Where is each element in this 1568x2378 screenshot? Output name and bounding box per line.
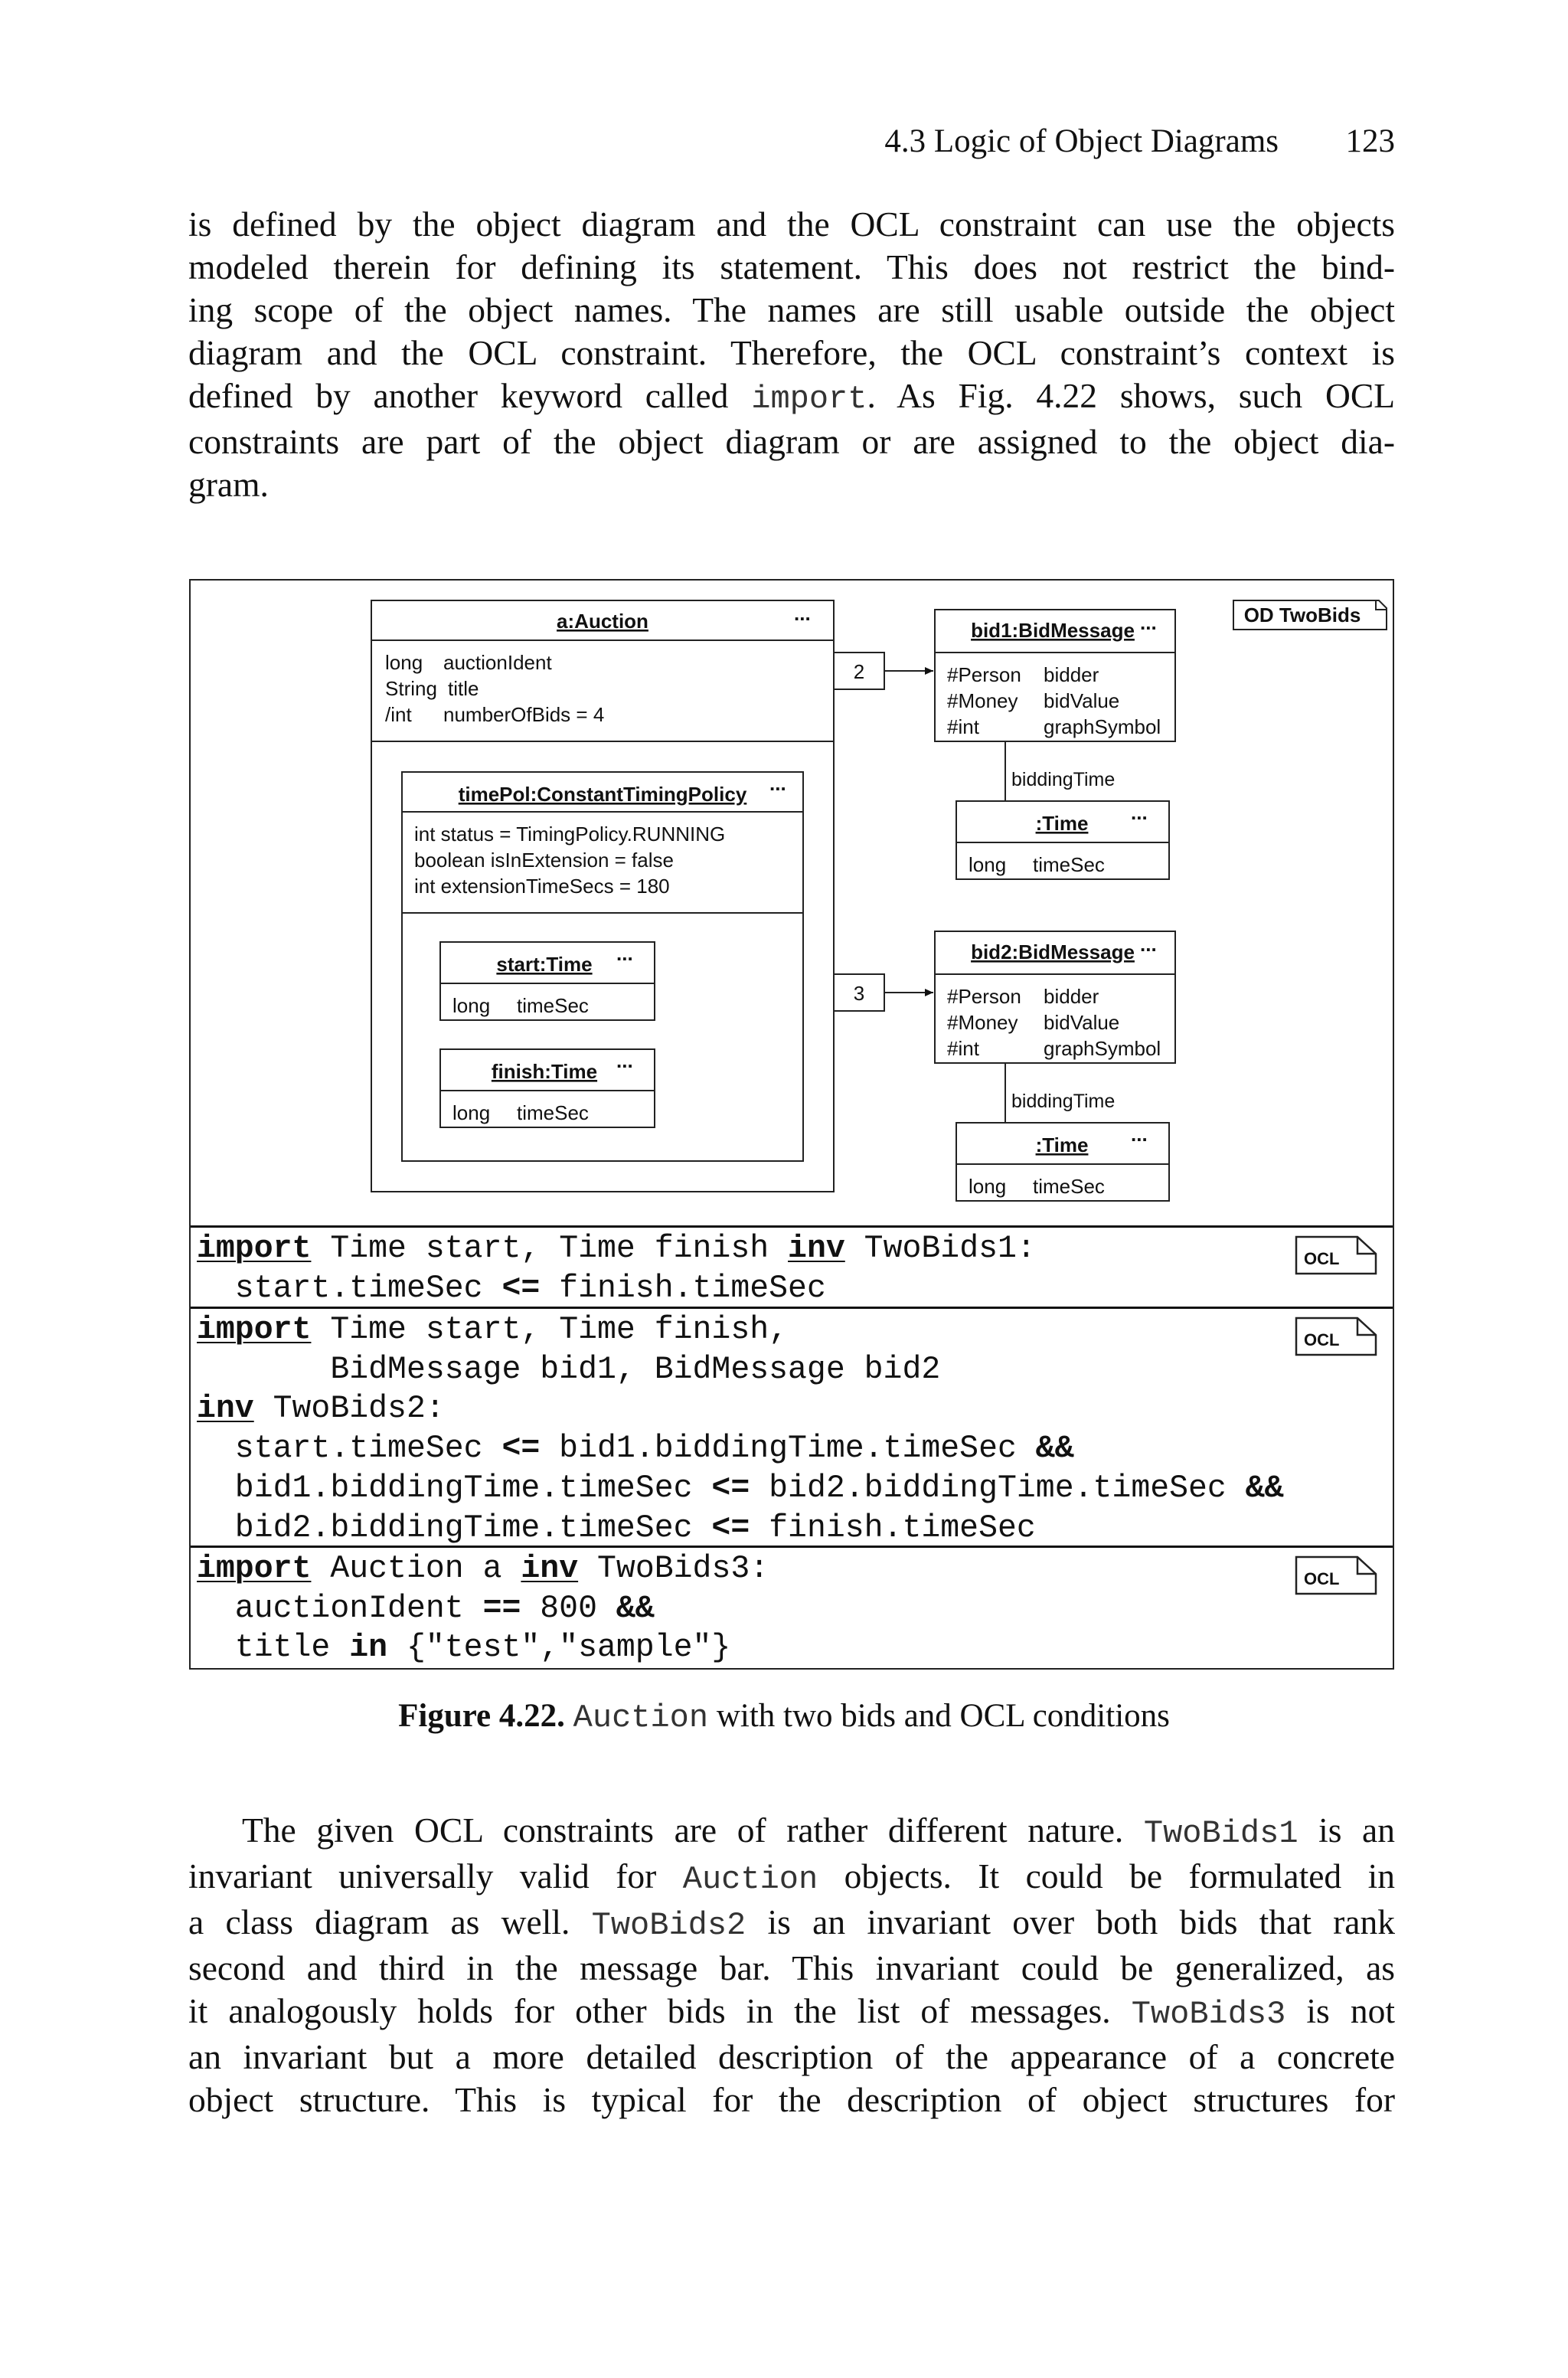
ocl-keyword: import: [197, 1231, 312, 1267]
code-line: [197, 1350, 1284, 1390]
code-line: [197, 1549, 769, 1589]
ocl-constraint-twobids2: [191, 1307, 1393, 1546]
attribute-type: long: [969, 1175, 1007, 1198]
bid1-title: bid1:BidMessage: [971, 619, 1135, 642]
code-line: [197, 1229, 1036, 1269]
text-line: it analogously holds for other bids in the list of messages. TwoBids3 is not: [188, 1991, 1395, 2033]
ocl-operator: &&: [616, 1590, 655, 1627]
timepol-attribute: int extensionTimeSecs = 180: [414, 875, 670, 898]
attribute-name: bidValue: [1044, 1011, 1120, 1034]
bid2-title: bid2:BidMessage: [971, 940, 1135, 963]
attribute-type: #int: [947, 715, 979, 738]
qualifier-label: 2: [853, 660, 865, 683]
ocl-constraint-twobids1: [191, 1225, 1393, 1307]
ocl-operator: &&: [1245, 1470, 1284, 1506]
attribute-type: long: [385, 651, 423, 674]
text-line: object structure. This is typical for the description of object structures for: [188, 2080, 1395, 2119]
code-text: bid2.biddingTime.timeSec: [197, 1510, 712, 1546]
ocl-operator: in: [349, 1630, 388, 1667]
ocl-code: [197, 1549, 769, 1668]
ocl-code: [197, 1229, 1036, 1308]
body-paragraph-top: [188, 203, 1395, 506]
ocl-keyword: inv: [788, 1231, 845, 1267]
link-role-label: biddingTime: [1011, 1091, 1116, 1112]
code-text: bid1.biddingTime.timeSec: [197, 1470, 712, 1506]
attribute-name: bidder: [1044, 663, 1099, 686]
code-line: [197, 1469, 1284, 1509]
time2-title: :Time: [1035, 1133, 1089, 1156]
code-text: 800: [521, 1590, 616, 1627]
text-line: defined by another keyword called import. As Fig. 4.22 shows, such OCL: [188, 376, 1395, 417]
link-role-label: biddingTime: [1011, 769, 1116, 790]
text-line: invariant universally valid for Auction objects. It could be formulated in: [188, 1856, 1396, 1898]
ellipsis-marker: ...: [616, 942, 633, 965]
start-time-title: start:Time: [496, 953, 593, 976]
code-text: BidMessage bid1, BidMessage bid2: [197, 1351, 941, 1388]
attribute-type: #int: [947, 1037, 979, 1060]
attribute-type: #Person: [947, 985, 1021, 1008]
attribute-type: #Money: [947, 1011, 1018, 1034]
code-line: [197, 1389, 1284, 1429]
ocl-code: [197, 1310, 1284, 1548]
code-text: Time start, Time finish,: [311, 1312, 789, 1348]
ocl-tag-icon: [1295, 1235, 1379, 1275]
ellipsis-marker: ...: [616, 1049, 633, 1072]
code-text: finish.timeSec: [540, 1270, 826, 1307]
ellipsis-marker: ...: [1140, 611, 1157, 634]
code-text: start.timeSec: [197, 1431, 502, 1467]
code-line: [197, 1310, 1284, 1350]
inline-code: TwoBids1: [1143, 1815, 1298, 1852]
figure-od-twobids: [189, 579, 1394, 1670]
attribute-type: long: [452, 1101, 491, 1124]
timepol-attribute: int status = TimingPolicy.RUNNING: [414, 823, 726, 846]
attribute-name: bidder: [1044, 985, 1099, 1008]
text-line: constraints are part of the object diagram or are assigned to the object dia-: [188, 422, 1395, 461]
ocl-tag-label: OCL: [1304, 1569, 1340, 1588]
ocl-operator: &&: [1035, 1431, 1074, 1467]
attribute-name: timeSec: [1033, 1175, 1105, 1198]
ocl-keyword: inv: [521, 1551, 579, 1587]
running-header: [0, 123, 1395, 168]
code-line: [197, 1628, 769, 1668]
code-text: finish.timeSec: [750, 1510, 1036, 1546]
text-line: an invariant but a more detailed description of the appearance of a concrete: [188, 2037, 1395, 2076]
ocl-operator: <=: [711, 1510, 750, 1546]
code-text: Auction a: [311, 1551, 521, 1587]
qualifier-label: 3: [853, 982, 865, 1005]
attribute-type: long: [969, 853, 1007, 876]
text-line: is defined by the object diagram and the OCL constraint can use the objects: [188, 204, 1395, 244]
od-tag-label: OD TwoBids: [1243, 603, 1361, 626]
inline-code: Auction: [682, 1861, 818, 1898]
auction-title: a:Auction: [557, 610, 648, 633]
inline-code: import: [751, 381, 867, 417]
ocl-tag-icon: [1295, 1555, 1379, 1595]
caption-label: Figure 4.22.: [398, 1698, 565, 1734]
text-line: ing scope of the object names. The names are still usable outside the object: [188, 290, 1395, 329]
attribute-type: #Money: [947, 689, 1018, 712]
ocl-keyword: inv: [197, 1391, 254, 1428]
code-text: start.timeSec: [197, 1270, 502, 1307]
ellipsis-marker: ...: [1131, 801, 1148, 824]
ocl-tag-icon: [1295, 1317, 1379, 1356]
code-text: title: [197, 1630, 350, 1667]
ocl-operator: <=: [501, 1270, 541, 1307]
attribute-type: long: [452, 994, 491, 1017]
body-paragraph-bottom: [188, 1809, 1395, 2121]
attribute-type: #Person: [947, 663, 1021, 686]
code-text: auctionIdent: [197, 1590, 483, 1627]
code-text: TwoBids2:: [253, 1391, 445, 1428]
text-line: second and third in the message bar. This invariant could be generalized, as: [188, 1948, 1395, 1987]
inline-code: TwoBids3: [1131, 1996, 1286, 2033]
text-line: modeled therein for defining its statement. This does not restrict the bind-: [188, 247, 1395, 286]
time1-title: :Time: [1035, 812, 1089, 835]
attribute-name: numberOfBids = 4: [443, 703, 605, 726]
section-title: 4.3 Logic of Object Diagrams: [884, 123, 1279, 159]
attribute-name: graphSymbol: [1044, 715, 1161, 738]
page-number: 123: [1345, 123, 1395, 159]
attribute-type: String: [385, 677, 437, 700]
attribute-name: timeSec: [517, 1101, 589, 1124]
ocl-operator: <=: [501, 1431, 541, 1467]
attribute-name: timeSec: [1033, 853, 1105, 876]
attribute-name: title: [448, 677, 479, 700]
ocl-keyword: import: [197, 1551, 312, 1587]
attribute-name: auctionIdent: [443, 651, 552, 674]
figure-caption: [0, 1697, 1568, 1736]
object-diagram: [191, 581, 1393, 1225]
timepol-attribute: boolean isInExtension = false: [414, 849, 674, 872]
code-line: [197, 1509, 1284, 1549]
text-line: diagram and the OCL constraint. Therefore, the OCL constraint’s context is: [188, 333, 1395, 372]
ocl-constraint-twobids3: [191, 1546, 1393, 1668]
code-line: [197, 1429, 1284, 1469]
attribute-name: graphSymbol: [1044, 1037, 1161, 1060]
ocl-keyword: import: [197, 1312, 312, 1348]
code-text: bid1.biddingTime.timeSec: [540, 1431, 1036, 1467]
timepol-title: timePol:ConstantTimingPolicy: [458, 783, 747, 806]
ocl-operator: ==: [482, 1590, 521, 1627]
ellipsis-marker: ...: [1140, 933, 1157, 956]
attribute-name: timeSec: [517, 994, 589, 1017]
finish-time-title: finish:Time: [491, 1060, 598, 1083]
text-line: The given OCL constraints are of rather different nature. TwoBids1 is an: [242, 1810, 1395, 1852]
code-text: bid2.biddingTime.timeSec: [750, 1470, 1246, 1506]
code-text: {"test","sample"}: [387, 1630, 731, 1667]
ocl-tag-label: OCL: [1304, 1249, 1340, 1268]
inline-code: TwoBids2: [591, 1907, 746, 1944]
attribute-name: bidValue: [1044, 689, 1120, 712]
code-line: [197, 1269, 1036, 1309]
code-line: [197, 1589, 769, 1629]
ocl-tag-label: OCL: [1304, 1330, 1340, 1349]
caption-code: Auction: [573, 1699, 709, 1736]
code-text: TwoBids1:: [844, 1231, 1036, 1267]
ocl-operator: <=: [711, 1470, 750, 1506]
code-text: TwoBids3:: [578, 1551, 769, 1587]
text-line: a class diagram as well. TwoBids2 is an invariant over both bids that rank: [188, 1902, 1396, 1944]
attribute-type: /int: [385, 703, 412, 726]
ellipsis-marker: ...: [769, 772, 786, 795]
code-text: Time start, Time finish: [311, 1231, 789, 1267]
caption-text: with two bids and OCL conditions: [708, 1698, 1170, 1734]
text-line: gram.: [188, 465, 269, 504]
ellipsis-marker: ...: [794, 602, 811, 625]
ellipsis-marker: ...: [1131, 1123, 1148, 1146]
